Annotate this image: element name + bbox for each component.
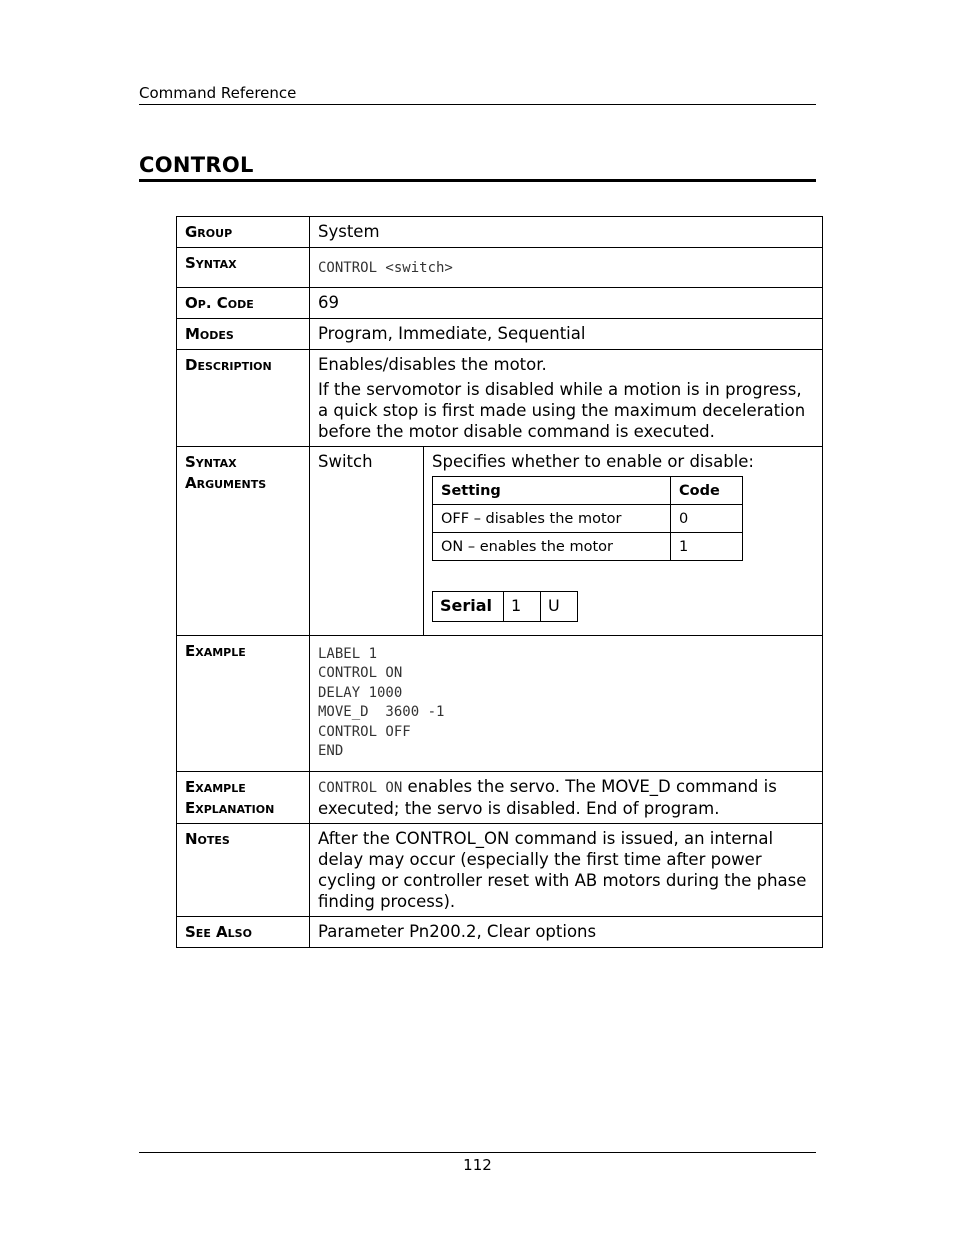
settings-header-setting: Setting bbox=[433, 476, 671, 504]
settings-row bbox=[433, 532, 743, 560]
code-off: 0 bbox=[671, 504, 743, 532]
argument-table bbox=[310, 447, 822, 635]
modes-label: Modes bbox=[177, 318, 310, 349]
example-explanation-text: enables the servo. The MOVE_D command is executed; the servo is disabled. End of program. bbox=[318, 776, 777, 818]
syntax-value: CONTROL <switch> bbox=[318, 260, 453, 276]
group-label: Group bbox=[177, 217, 310, 248]
opcode-label: Op. Code bbox=[177, 287, 310, 318]
example-code-line: CONTROL ON bbox=[318, 665, 403, 681]
syntax-arguments-label-line1: Syntax bbox=[185, 452, 237, 471]
row-modes bbox=[177, 318, 823, 349]
row-example-explanation bbox=[177, 771, 823, 824]
example-explanation-label-line1: Example bbox=[185, 777, 246, 796]
setting-off: OFF – disables the motor bbox=[433, 504, 671, 532]
argument-name: Switch bbox=[310, 447, 424, 635]
serial-label: Serial bbox=[433, 591, 504, 621]
group-value: System bbox=[310, 217, 823, 248]
example-code-line: CONTROL OFF bbox=[318, 723, 411, 740]
row-notes bbox=[177, 824, 823, 917]
example-code-line: LABEL 1 bbox=[318, 645, 378, 662]
opcode-value: 69 bbox=[310, 287, 823, 318]
example-explanation-code: CONTROL ON bbox=[318, 779, 403, 796]
syntax-arguments-label-line2: Arguments bbox=[185, 473, 267, 492]
row-group bbox=[177, 217, 823, 248]
example-code-line: DELAY 1000 bbox=[318, 684, 403, 701]
row-see-also bbox=[177, 917, 823, 948]
syntax-label: Syntax bbox=[177, 248, 310, 288]
code-on: 1 bbox=[671, 532, 743, 560]
description-label: Description bbox=[177, 349, 310, 446]
page-title: CONTROL bbox=[139, 152, 816, 182]
see-also-value: Parameter Pn200.2, Clear options bbox=[310, 917, 823, 948]
example-code-line: END bbox=[318, 743, 344, 759]
footer-rule bbox=[139, 1152, 816, 1153]
description-summary: Enables/disables the motor. bbox=[318, 354, 547, 374]
modes-value: Program, Immediate, Sequential bbox=[310, 318, 823, 349]
row-opcode bbox=[177, 287, 823, 318]
running-header: Command Reference bbox=[139, 84, 816, 105]
row-example bbox=[177, 635, 823, 771]
settings-table bbox=[432, 476, 743, 561]
row-description bbox=[177, 349, 823, 446]
settings-header-code: Code bbox=[671, 476, 743, 504]
settings-row bbox=[433, 504, 743, 532]
see-also-label: See Also bbox=[177, 917, 310, 948]
setting-on: ON – enables the motor bbox=[433, 532, 671, 560]
example-explanation-label-line2: Explanation bbox=[185, 798, 275, 817]
example-explanation-label bbox=[177, 771, 310, 824]
example-label: Example bbox=[177, 635, 310, 771]
serial-value-1: 1 bbox=[504, 591, 541, 621]
example-code-line: MOVE_D 3600 -1 bbox=[318, 704, 445, 720]
argument-spec: Specifies whether to enable or disable: bbox=[432, 451, 754, 471]
serial-table bbox=[432, 591, 578, 622]
row-syntax-arguments bbox=[177, 446, 823, 635]
settings-header-row bbox=[433, 476, 743, 504]
serial-value-2: U bbox=[541, 591, 578, 621]
row-syntax bbox=[177, 248, 823, 288]
notes-value: After the CONTROL_ON command is issued, an internal delay may occur (especially the first time after power cycling or controller reset with AB motors during the phase finding process). bbox=[310, 824, 823, 917]
notes-label: Notes bbox=[177, 824, 310, 917]
description-detail: If the servomotor is disabled while a motion is in progress, a quick stop is first made using the maximum deceleration before the motor disable command is executed. bbox=[318, 379, 806, 441]
command-table bbox=[176, 216, 823, 948]
syntax-arguments-label bbox=[177, 446, 310, 635]
page-number: 112 bbox=[463, 1156, 492, 1174]
